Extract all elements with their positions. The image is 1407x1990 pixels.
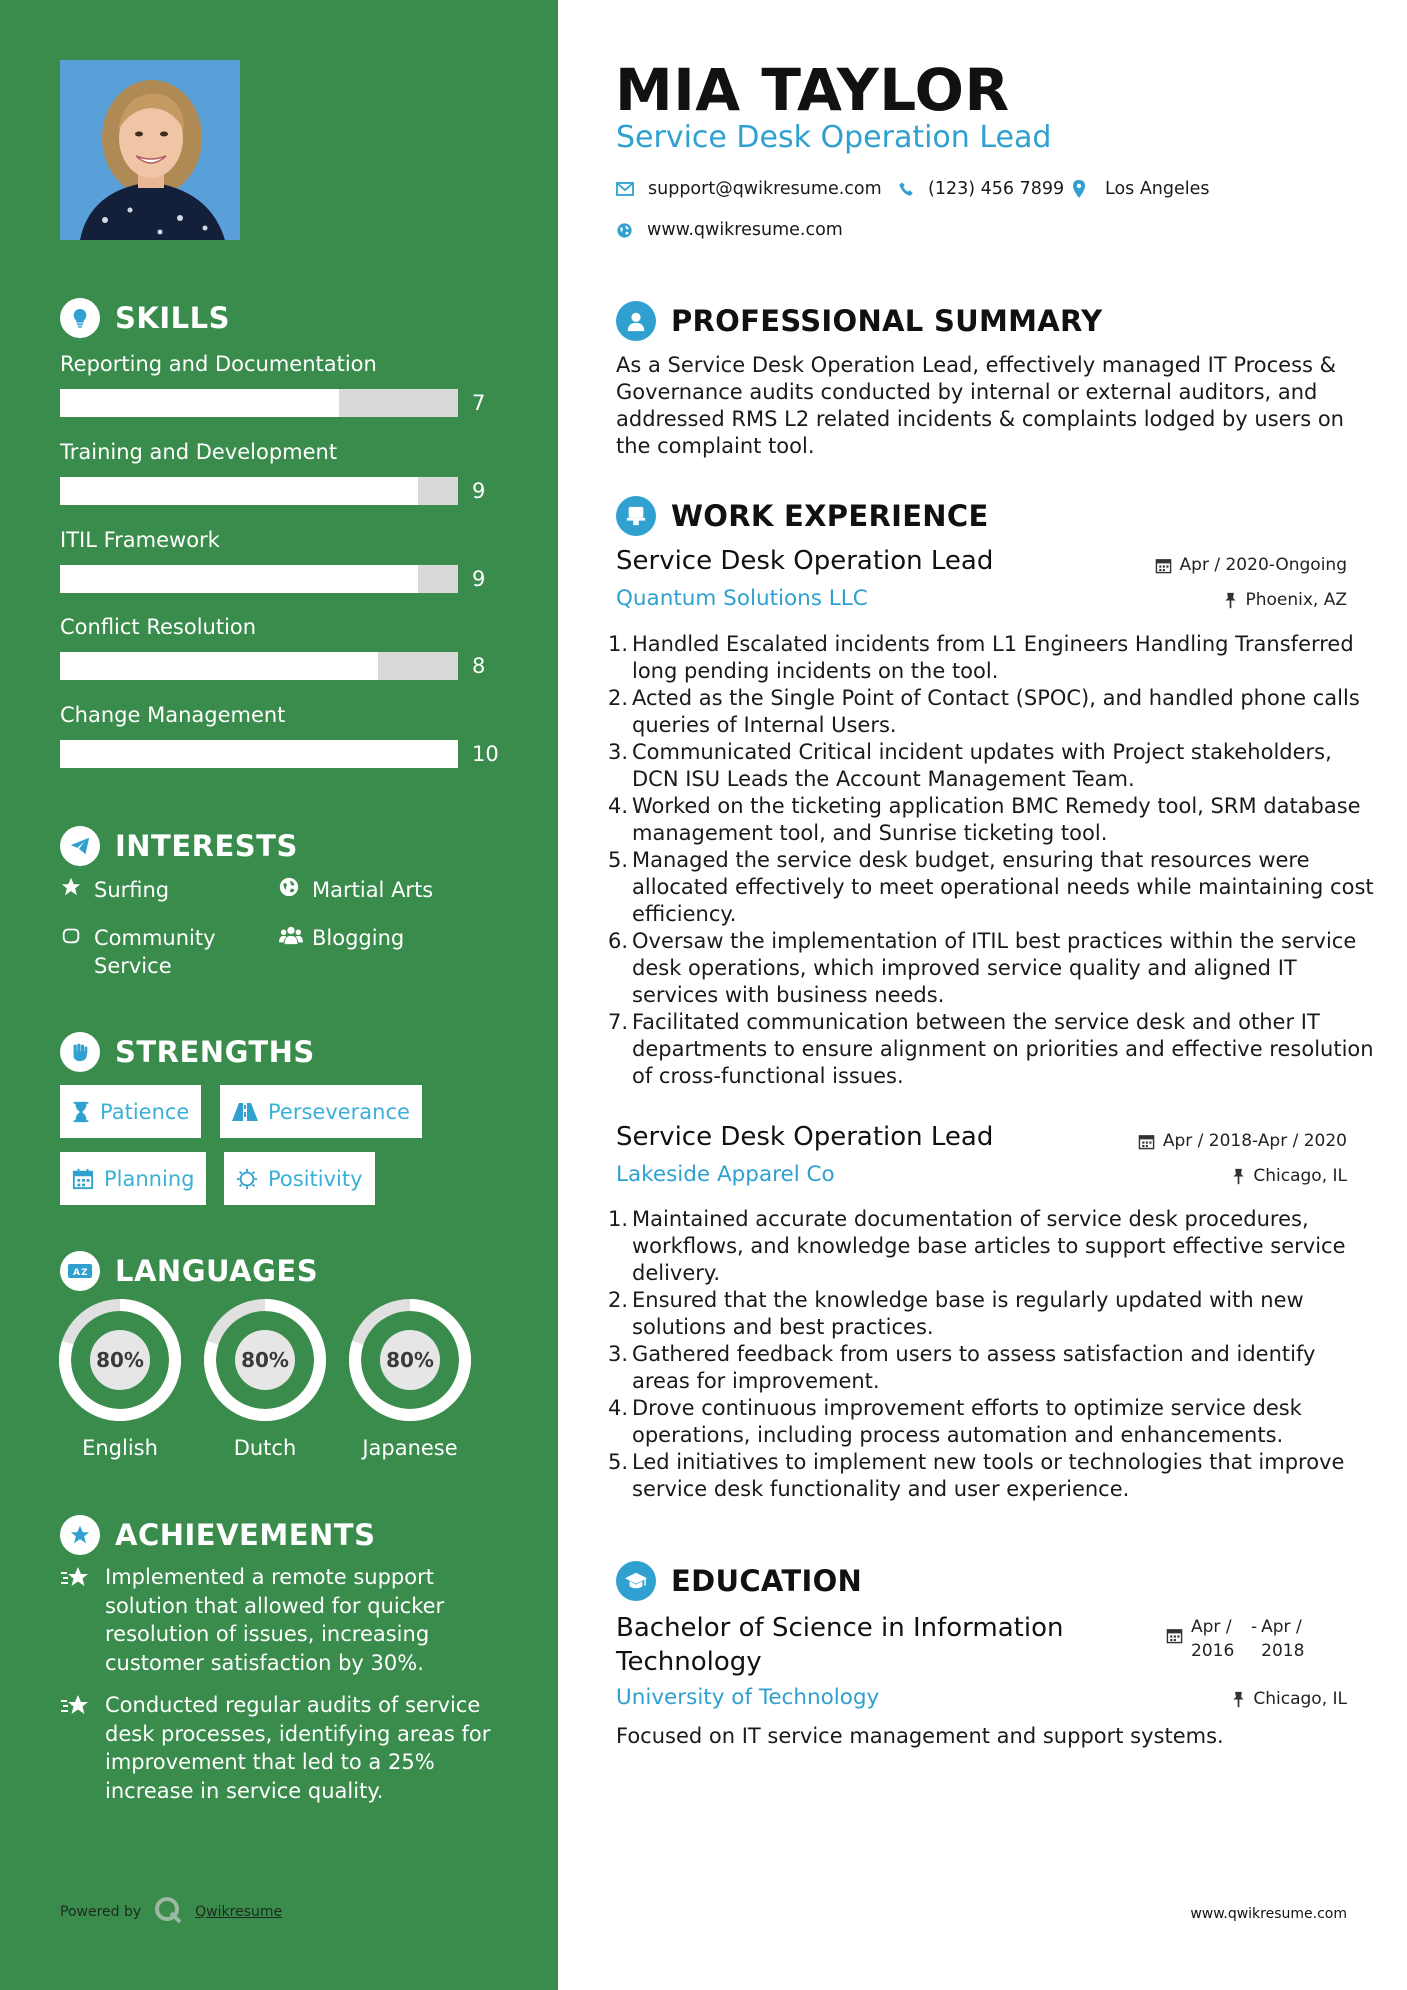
bullet-text: Handled Escalated incidents from L1 Engineers Handling Transferred long pending incidents on the tool. bbox=[632, 632, 1354, 683]
sidebar bbox=[0, 0, 558, 1990]
job-title: Service Desk Operation Lead bbox=[616, 1122, 994, 1152]
education-school: University of Technology bbox=[616, 1685, 880, 1710]
list-item: 3. Gathered feedback from users to assess satisfaction and identify areas for improvement. bbox=[616, 1341, 1376, 1395]
person-role: Service Desk Operation Lead bbox=[616, 120, 1052, 155]
list-item: 4. Worked on the ticketing application BMC Remedy tool, SRM database management tool, and Sunrise ticketing tool. bbox=[616, 793, 1376, 847]
language-ring bbox=[58, 1298, 182, 1422]
education-end-month: Apr / bbox=[1261, 1617, 1302, 1637]
pushpin-icon bbox=[1232, 1691, 1245, 1708]
language-name: Japanese bbox=[362, 1436, 458, 1460]
bullet-text: Gathered feedback from users to assess satisfaction and identify areas for improvement. bbox=[632, 1342, 1316, 1393]
interest-item bbox=[60, 876, 260, 905]
skill-item bbox=[60, 612, 500, 682]
skill-bar-fill bbox=[60, 389, 339, 417]
language-percent: 80% bbox=[386, 1348, 434, 1372]
list-item: 3. Communicated Critical incident updates with Project stakeholders, DCN ISU Leads the Account Management Team. bbox=[616, 739, 1376, 793]
email-text[interactable]: support@qwikresume.com bbox=[648, 179, 882, 199]
skill-bar bbox=[60, 565, 458, 593]
education-description: Focused on IT service management and support systems. bbox=[616, 1724, 1224, 1748]
strength-tag bbox=[60, 1152, 206, 1205]
skill-bar-fill bbox=[60, 740, 458, 768]
interests-header bbox=[60, 825, 298, 867]
bullet-text: Facilitated communication between the service desk and other IT departments to ensure alignment on priorities and effective resolution of cross-functional issues. bbox=[632, 1010, 1374, 1088]
language-percent: 80% bbox=[241, 1348, 289, 1372]
education-location bbox=[1232, 1689, 1347, 1709]
strength-tag bbox=[220, 1085, 422, 1138]
star-icon bbox=[60, 876, 94, 905]
skills-title: SKILLS bbox=[115, 301, 230, 335]
qwikresume-link[interactable]: Qwikresume bbox=[195, 1904, 283, 1920]
pushpin-icon bbox=[1224, 592, 1237, 609]
globe-icon bbox=[616, 222, 633, 239]
list-item: 5. Led initiatives to implement new tools or technologies that improve service desk functionality and user experience. bbox=[616, 1449, 1376, 1503]
language-item bbox=[55, 1298, 185, 1460]
job-company: Quantum Solutions LLC bbox=[616, 586, 868, 611]
education-location-text: Chicago, IL bbox=[1253, 1689, 1347, 1709]
main-content bbox=[558, 0, 1407, 1990]
skill-name: ITIL Framework bbox=[60, 528, 220, 552]
bullet-text: Ensured that the knowledge base is regularly updated with new solutions and best practices. bbox=[632, 1288, 1304, 1339]
language-ring bbox=[203, 1298, 327, 1422]
shooting-star-icon bbox=[60, 1691, 105, 1805]
education-start-year: 2016 bbox=[1191, 1641, 1235, 1661]
bullet-text: Led initiatives to implement new tools or technologies that improve service desk functionality and user experience. bbox=[632, 1450, 1345, 1501]
experience-title: WORK EXPERIENCE bbox=[671, 499, 989, 533]
skill-name: Change Management bbox=[60, 703, 286, 727]
experience-header bbox=[616, 495, 989, 537]
education-start bbox=[1191, 1615, 1247, 1663]
skills-header bbox=[60, 297, 230, 339]
date-separator: - bbox=[1251, 1617, 1258, 1637]
hourglass-icon bbox=[72, 1101, 90, 1123]
bullet-text: Managed the service desk budget, ensuring that resources were allocated effectively to meet operational needs while maintaining cost efficiency. bbox=[632, 848, 1374, 926]
summary-text: As a Service Desk Operation Lead, effectively managed IT Process & Governance audits conducted by internal or external auditors, and addressed RMS L2 related incidents & complaints lodged by users on the complaint tool. bbox=[616, 353, 1344, 458]
education-dates bbox=[1166, 1615, 1304, 1663]
skill-value: 7 bbox=[472, 391, 486, 415]
footer-url[interactable]: www.qwikresume.com bbox=[1190, 1906, 1347, 1922]
lightbulb-icon bbox=[60, 298, 100, 338]
svg-text:Z: Z bbox=[81, 1268, 88, 1278]
profile-photo bbox=[60, 60, 240, 240]
globe-icon bbox=[278, 876, 312, 905]
skill-name: Training and Development bbox=[60, 440, 338, 464]
contact-location bbox=[1073, 179, 1210, 199]
strength-tag bbox=[60, 1085, 201, 1138]
skill-item bbox=[60, 349, 500, 419]
summary-header bbox=[616, 300, 1102, 342]
skill-item bbox=[60, 525, 500, 595]
sun-icon bbox=[236, 1168, 258, 1190]
skill-value: 9 bbox=[472, 567, 486, 591]
job-dates-text: Apr / 2018-Apr / 2020 bbox=[1162, 1131, 1347, 1151]
skill-value: 9 bbox=[472, 479, 486, 503]
list-item: 2. Ensured that the knowledge base is regularly updated with new solutions and best practices. bbox=[616, 1287, 1376, 1341]
achievements-header bbox=[60, 1514, 375, 1556]
job-bullets bbox=[608, 631, 1376, 1090]
language-name: English bbox=[82, 1436, 158, 1460]
language-percent: 80% bbox=[96, 1348, 144, 1372]
powered-by-label: Powered by bbox=[60, 1904, 142, 1920]
job-company: Lakeside Apparel Co bbox=[616, 1162, 835, 1187]
education-end-year: 2018 bbox=[1261, 1641, 1305, 1661]
skill-bar-fill bbox=[60, 477, 418, 505]
skill-bar bbox=[60, 652, 458, 680]
language-ring bbox=[348, 1298, 472, 1422]
language-name: Dutch bbox=[233, 1436, 297, 1460]
achievements-title: ACHIEVEMENTS bbox=[115, 1518, 376, 1552]
education-header bbox=[616, 1560, 862, 1602]
interest-label: Community Service bbox=[94, 926, 216, 978]
bullet-text: Worked on the ticketing application BMC Remedy tool, SRM database management tool, and Sunrise ticketing tool. bbox=[632, 794, 1361, 845]
languages-header bbox=[60, 1250, 318, 1292]
achievement-text: Conducted regular audits of service desk processes, identifying areas for improvement that led to a 25% increase in service quality. bbox=[105, 1693, 491, 1803]
bullet-text: Communicated Critical incident updates with Project stakeholders, DCN ISU Leads the Account Management Team. bbox=[632, 740, 1332, 791]
job-location bbox=[1232, 1166, 1347, 1186]
job-bullets bbox=[608, 1206, 1376, 1503]
interests-title: INTERESTS bbox=[115, 829, 298, 863]
skill-item bbox=[60, 437, 500, 507]
qwikresume-logo-icon bbox=[153, 1895, 183, 1929]
job-location-text: Phoenix, AZ bbox=[1245, 590, 1347, 610]
job-dates bbox=[1138, 1131, 1347, 1151]
list-item: 1. Maintained accurate documentation of service desk procedures, workflows, and knowledge base articles to support effective service delivery. bbox=[616, 1206, 1376, 1287]
bullet-text: Drove continuous improvement efforts to optimize service desk operations, including process automation and enhancements. bbox=[632, 1396, 1302, 1447]
interest-item bbox=[278, 876, 498, 905]
calendar-icon bbox=[1155, 557, 1172, 574]
interest-item bbox=[60, 924, 260, 980]
road-icon bbox=[232, 1102, 258, 1122]
strengths-title: STRENGTHS bbox=[115, 1035, 315, 1069]
contact-email bbox=[616, 179, 882, 199]
person-name: MIA TAYLOR bbox=[615, 56, 1010, 124]
list-item: 4. Drove continuous improvement efforts to optimize service desk operations, including process automation and enhancements. bbox=[616, 1395, 1376, 1449]
achievement-item bbox=[60, 1691, 500, 1805]
skill-value: 10 bbox=[472, 742, 499, 766]
education-title: EDUCATION bbox=[671, 1564, 863, 1598]
education-end bbox=[1261, 1615, 1304, 1663]
bullet-text: Oversaw the implementation of ITIL best practices within the service desk operations, which improved service quality and aligned IT services with business needs. bbox=[632, 929, 1357, 1007]
job-location-text: Chicago, IL bbox=[1253, 1166, 1347, 1186]
list-item: 1. Handled Escalated incidents from L1 Engineers Handling Transferred long pending incidents on the tool. bbox=[616, 631, 1376, 685]
bullet-text: Maintained accurate documentation of service desk procedures, workflows, and knowledge base articles to support effective service delivery. bbox=[632, 1207, 1346, 1285]
achievement-text: Implemented a remote support solution that allowed for quicker resolution of issues, increasing customer satisfaction by 30%. bbox=[105, 1565, 445, 1675]
interest-label: Surfing bbox=[94, 878, 170, 902]
skill-bar bbox=[60, 389, 458, 417]
strength-label: Patience bbox=[100, 1099, 190, 1124]
user-icon bbox=[616, 301, 656, 341]
list-item: 5. Managed the service desk budget, ensuring that resources were allocated effectively to meet operational needs while maintaining cost efficiency. bbox=[616, 847, 1376, 928]
shooting-star-icon bbox=[60, 1563, 105, 1677]
language-item bbox=[345, 1298, 475, 1460]
briefcase-icon bbox=[616, 496, 656, 536]
job-title: Service Desk Operation Lead bbox=[616, 546, 994, 576]
interest-label: Blogging bbox=[312, 926, 405, 950]
phone-icon bbox=[898, 181, 914, 197]
calendar-icon bbox=[72, 1168, 94, 1190]
list-item: 2. Acted as the Single Point of Contact (SPOC), and handled phone calls queries of Internal Users. bbox=[616, 685, 1376, 739]
skill-item bbox=[60, 700, 500, 770]
interest-item bbox=[278, 924, 498, 953]
location-text: Los Angeles bbox=[1105, 179, 1210, 199]
calendar-icon bbox=[1138, 1133, 1155, 1150]
skill-bar-fill bbox=[60, 565, 418, 593]
job-dates bbox=[1155, 555, 1347, 575]
languages-title: LANGUAGES bbox=[115, 1254, 319, 1288]
svg-text:A: A bbox=[73, 1268, 80, 1278]
map-pin-icon bbox=[1073, 180, 1085, 198]
interest-label: Martial Arts bbox=[312, 878, 434, 902]
envelope-icon bbox=[616, 182, 634, 196]
award-icon bbox=[60, 1515, 100, 1555]
job-dates-text: Apr / 2020-Ongoing bbox=[1179, 555, 1347, 575]
website-text[interactable]: www.qwikresume.com bbox=[647, 220, 843, 240]
education-degree: Bachelor of Science in Information Technology bbox=[616, 1613, 1064, 1677]
skill-name: Conflict Resolution bbox=[60, 615, 257, 639]
paper-plane-icon bbox=[60, 826, 100, 866]
achievement-item bbox=[60, 1563, 500, 1677]
fist-icon bbox=[60, 1032, 100, 1072]
skill-bar bbox=[60, 477, 458, 505]
language-item bbox=[200, 1298, 330, 1460]
strength-label: Planning bbox=[104, 1166, 195, 1191]
contact-website bbox=[616, 220, 843, 240]
hand-icon bbox=[60, 924, 94, 980]
skill-bar bbox=[60, 740, 458, 768]
job-location bbox=[1224, 590, 1347, 610]
list-item: 6. Oversaw the implementation of ITIL best practices within the service desk operations, which improved service quality and aligned IT services with business needs. bbox=[616, 928, 1376, 1009]
skill-bar-fill bbox=[60, 652, 378, 680]
strength-tag bbox=[224, 1152, 375, 1205]
calendar-icon bbox=[1166, 1615, 1183, 1663]
skill-name: Reporting and Documentation bbox=[60, 352, 377, 376]
list-item: 7. Facilitated communication between the service desk and other IT departments to ensure alignment on priorities and effective resolution of cross-functional issues. bbox=[616, 1009, 1376, 1090]
phone-text: (123) 456 7899 bbox=[928, 179, 1065, 199]
graduation-cap-icon bbox=[616, 1561, 656, 1601]
contact-phone bbox=[898, 179, 1064, 199]
pushpin-icon bbox=[1232, 1168, 1245, 1185]
bullet-text: Acted as the Single Point of Contact (SPOC), and handled phone calls queries of Internal Users. bbox=[632, 686, 1360, 737]
strength-label: Positivity bbox=[268, 1166, 363, 1191]
group-icon bbox=[278, 924, 312, 953]
powered-by bbox=[60, 1895, 282, 1929]
strengths-header bbox=[60, 1031, 315, 1073]
education-start-month: Apr / bbox=[1191, 1617, 1232, 1637]
language-icon bbox=[60, 1251, 100, 1291]
skill-value: 8 bbox=[472, 654, 486, 678]
strength-label: Perseverance bbox=[268, 1099, 410, 1124]
summary-title: PROFESSIONAL SUMMARY bbox=[671, 304, 1103, 338]
